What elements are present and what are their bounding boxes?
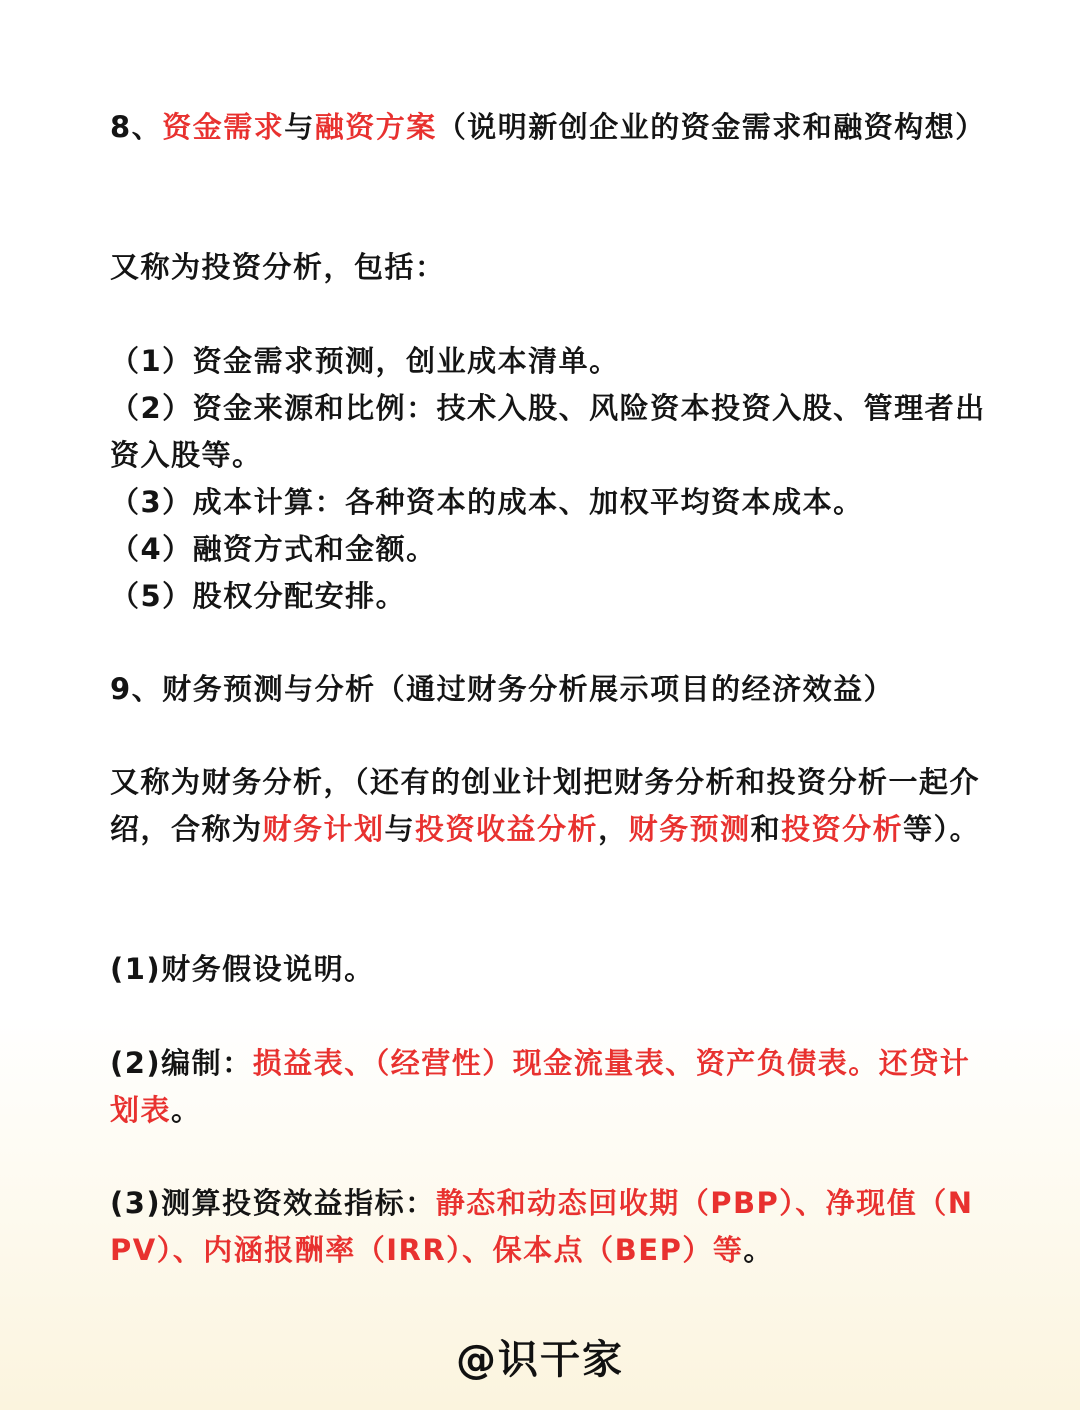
highlight-financial-forecast: 财务预测: [628, 812, 751, 846]
intro-end: 等）。: [903, 812, 981, 846]
section-8-intro: 又称为投资分析，包括：: [110, 250, 446, 284]
highlight-financial-plan: 财务计划: [262, 812, 385, 846]
highlight-financial-statements: 损益表、（经营性）现金流量表、资产负债表。还贷计划表: [110, 1046, 971, 1127]
item-3-label: (3)测算投资效益指标：: [110, 1186, 436, 1220]
section-8-item-3: （3）成本计算：各种资本的成本、加权平均资本成本。: [110, 485, 864, 519]
section-8-heading: [110, 104, 990, 151]
intro-text: 又称为财务分析，（还有的创业计划把财务分析和投资分析一起介绍，合称为: [110, 765, 981, 846]
section-9-item-2: [110, 1040, 990, 1134]
item-3-end: 。: [743, 1233, 774, 1267]
highlight-financing-plan: 融资方案: [314, 110, 437, 144]
section-8-item-1: （1）资金需求预测，创业成本清单。: [110, 344, 620, 378]
heading-connector: 与: [284, 110, 315, 144]
highlight-investment-analysis: 投资分析: [781, 812, 904, 846]
highlight-investment-indicators: 静态和动态回收期（PBP）、净现值（NPV）、内涵报酬率（IRR）、保本点（BEP）等: [110, 1186, 974, 1267]
section-9-item-3: [110, 1180, 990, 1274]
section-8-item-2: （2）资金来源和比例：技术入股、风险资本投资入股、管理者出资入股等。: [110, 391, 986, 472]
highlight-capital-demand: 资金需求: [162, 110, 285, 144]
section-9-item-1: (1)财务假设说明。: [110, 952, 375, 986]
item-2-label: (2)编制：: [110, 1046, 253, 1080]
section-9-intro: [110, 759, 990, 853]
intro-connector: 与: [384, 812, 416, 846]
heading-description: （说明新创企业的资金需求和融资构想）: [436, 110, 986, 144]
section-9-heading: 9、财务预测与分析（通过财务分析展示项目的经济效益）: [110, 672, 895, 706]
highlight-investment-return-analysis: 投资收益分析: [415, 812, 599, 846]
intro-comma: ，: [598, 812, 629, 846]
author-watermark: @识干家: [456, 1337, 624, 1383]
heading-number: 8、: [110, 110, 163, 144]
intro-and: 和: [750, 812, 782, 846]
section-8-item-4: （4）融资方式和金额。: [110, 532, 437, 566]
item-2-end: 。: [171, 1093, 202, 1127]
section-8-item-5: （5）股权分配安排。: [110, 579, 407, 613]
